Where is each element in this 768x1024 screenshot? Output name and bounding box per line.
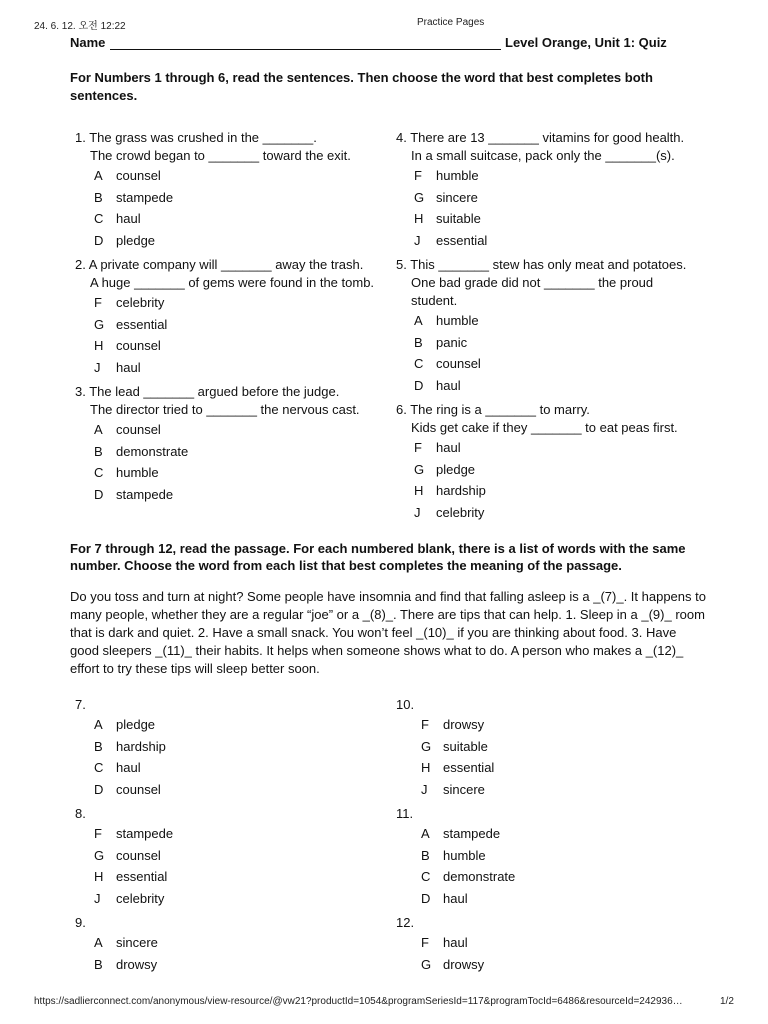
answer-option[interactable]: G drowsy [421,957,485,972]
answer-option[interactable]: H counsel [94,338,161,353]
answer-option[interactable]: J haul [94,360,141,375]
answer-option[interactable]: J essential [414,233,488,248]
question-5 [396,256,686,274]
answer-option[interactable]: A sincere [94,935,158,950]
answer-option[interactable]: A pledge [94,717,156,732]
name-line [110,49,501,50]
question-sentence-1: The grass was crushed in the _______. [89,130,317,145]
question-7-number: 7. [75,697,86,712]
question-11-number: 11. [396,806,414,821]
question-sentence-1: A private company will _______ away the trash. [88,257,364,272]
part1-instructions-line2: sentences. [70,88,138,103]
answer-option[interactable]: G pledge [414,462,476,477]
answer-option[interactable]: B humble [421,848,486,863]
answer-option[interactable]: G sincere [414,190,478,205]
print-page-number: 1/2 [720,996,734,1007]
question-9-number: 9. [75,915,86,930]
answer-option[interactable]: D pledge [94,233,156,248]
question-sentence-2: In a small suitcase, pack only the _______(s). [411,148,675,163]
answer-option[interactable]: G essential [94,317,168,332]
question-sentence-1: The lead _______ argued before the judge. [89,384,340,399]
question-3 [75,383,339,401]
answer-option[interactable]: H suitable [414,211,481,226]
question-sentence-1: The ring is a _______ to marry. [410,402,590,417]
question-number: 6. [396,402,407,417]
question-sentence-2: A huge _______ of gems were found in the tomb. [90,275,375,290]
question-sentence-1: There are 13 _______ vitamins for good health. [410,130,685,145]
answer-option[interactable]: H hardship [414,483,486,498]
answer-option[interactable]: D stampede [94,487,174,502]
question-sentence-2-continued: student. [411,293,458,308]
answer-option[interactable]: C counsel [414,356,481,371]
question-sentence-2: One bad grade did not _______ the proud [411,275,654,290]
part2-instructions-line1: For 7 through 12, read the passage. For each numbered blank, there is a list of words with the same [70,541,686,556]
answer-option[interactable]: G suitable [421,739,488,754]
answer-option[interactable]: A counsel [94,168,161,183]
question-sentence-1: This _______ stew has only meat and potatoes. [410,257,687,272]
answer-option[interactable]: J celebrity [414,505,485,520]
question-number: 4. [396,130,407,145]
answer-option[interactable]: B demonstrate [94,444,189,459]
question-number: 5. [396,257,407,272]
question-4 [396,129,684,147]
answer-option[interactable]: F celebrity [94,295,165,310]
answer-option[interactable]: D counsel [94,782,161,797]
answer-option[interactable]: D haul [421,891,468,906]
answer-option[interactable]: J sincere [421,782,485,797]
question-12-number: 12. [396,915,415,930]
question-number: 1. [75,130,86,145]
print-timestamp: 24. 6. 12. 오전 12:22 [34,21,126,32]
part2-instructions-line2: number. Choose the word from each list that best completes the meaning of the passage. [70,558,622,573]
question-number: 3. [75,384,86,399]
answer-option[interactable]: F stampede [94,826,174,841]
answer-option[interactable]: B stampede [94,190,174,205]
print-page-title: Practice Pages [417,17,485,28]
answer-option[interactable]: A humble [414,313,479,328]
question-10-number: 10. [396,697,415,712]
question-6 [396,401,590,419]
answer-option[interactable]: G counsel [94,848,161,863]
name-label: Name [70,35,106,50]
print-url: https://sadlierconnect.com/anonymous/view-resource/@vw21?productId=1054&programSeriesId=117&programTocId=6486&resourceId=242936… [34,996,683,1007]
question-number: 2. [75,257,86,272]
answer-option[interactable]: C humble [94,465,159,480]
question-1 [75,129,317,147]
answer-option[interactable]: F humble [414,168,479,183]
quiz-title: Level Orange, Unit 1: Quiz [505,35,667,50]
answer-option[interactable]: F haul [414,440,461,455]
answer-option[interactable]: D haul [414,378,461,393]
answer-option[interactable]: H essential [94,869,168,884]
answer-option[interactable]: H essential [421,760,495,775]
answer-option[interactable]: B drowsy [94,957,158,972]
answer-option[interactable]: J celebrity [94,891,165,906]
question-sentence-2: The director tried to _______ the nervous cast. [90,402,360,417]
question-2 [75,256,363,274]
question-8-number: 8. [75,806,86,821]
question-sentence-2: Kids get cake if they _______ to eat peas first. [411,420,678,435]
answer-option[interactable]: C demonstrate [421,869,516,884]
answer-option[interactable]: C haul [94,760,141,775]
answer-option[interactable]: A stampede [421,826,501,841]
passage: Do you toss and turn at night? Some people have insomnia and find that falling asleep is a _(7)_. It happens to many people, whether they are a regular “joe” or a _(8)_. There are tips that can help. 1. Sleep in a _(9)_ room that is dark and quiet. 2. Have a small snack. You won’t feel _(10)_ if you are thinking about food. 3. Have good sleepers _(11)_ their habits. It helps when someone shows what to do. A person who makes a _(12)_ effort to try these tips will sleep better soon. [70,589,706,676]
answer-option[interactable]: F drowsy [421,717,485,732]
answer-option[interactable]: B panic [414,335,468,350]
part1-instructions-line1: For Numbers 1 through 6, read the sentences. Then choose the word that best completes both [70,70,653,85]
question-sentence-2: The crowd began to _______ toward the exit. [90,148,351,163]
answer-option[interactable]: B hardship [94,739,166,754]
answer-option[interactable]: A counsel [94,422,161,437]
answer-option[interactable]: C haul [94,211,141,226]
answer-option[interactable]: F haul [421,935,468,950]
